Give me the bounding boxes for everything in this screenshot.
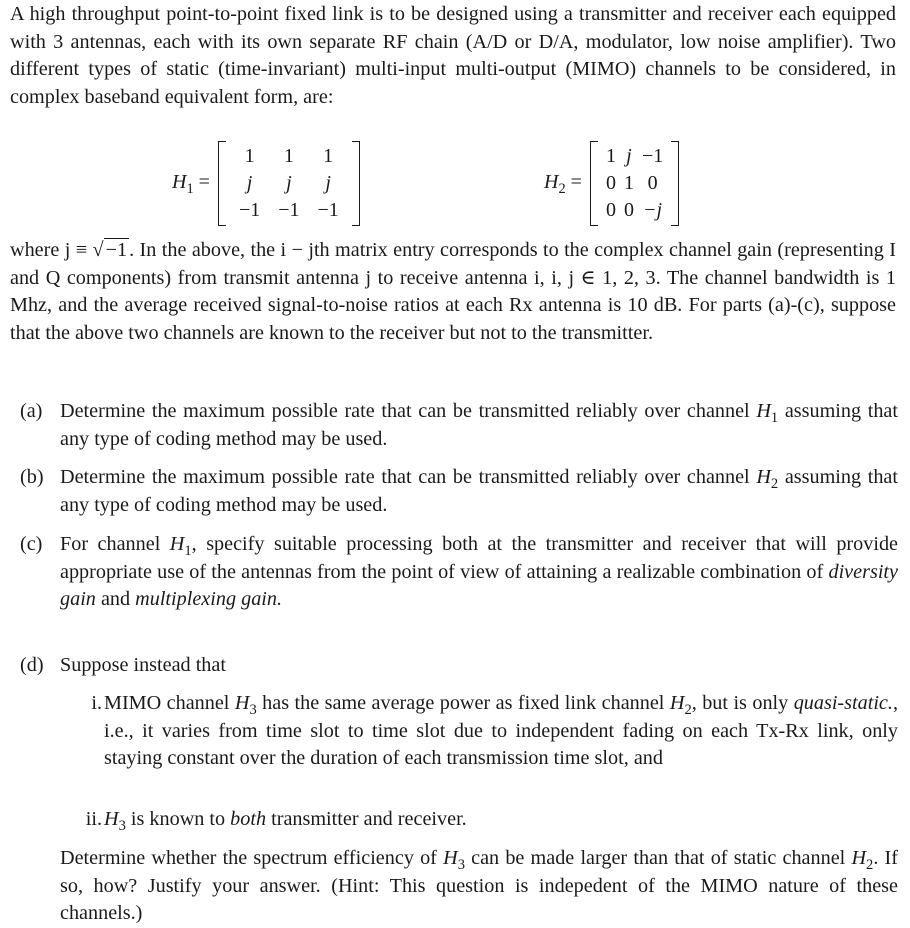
matrix-cell: j bbox=[325, 171, 331, 194]
part-c-text: For channel $H_1$, specify suitable processing both at the transmitter and receiver that will provide appropriate use of the antennas from the point of view of attaining a realizable combination of diversity gain and multiplexing gain. bbox=[60, 533, 898, 611]
right-bracket bbox=[671, 141, 679, 226]
matrix-cell: j bbox=[246, 171, 253, 194]
sqrt-sign: √ bbox=[92, 239, 104, 261]
matrix-h2 bbox=[544, 140, 679, 226]
matrix-h2-grid bbox=[602, 143, 667, 224]
sqrt-argument: −1 bbox=[105, 239, 128, 261]
matrix-h2-label: $H_2$ = bbox=[544, 171, 582, 197]
matrix-cell: 1 bbox=[323, 144, 334, 167]
part-b bbox=[20, 464, 898, 519]
part-d-item-ii-text: $H_3$ is known to both transmitter and receiver. bbox=[104, 808, 467, 834]
matrix-h1 bbox=[172, 140, 360, 226]
intro-paragraph: A high throughput point-to-point fixed link is to be designed using a transmitter and receiver each equipped with 3 antennas, each with its own separate RF chain (A/D or D/A, modulator, low noise amplifier). Two different types of static (time-invariant) multi-input multi-output (MIMO) channels to be considered, in complex baseband equivalent form, are: bbox=[10, 3, 896, 108]
part-d bbox=[20, 652, 898, 680]
part-d-item-i bbox=[72, 690, 898, 773]
part-a-label: (a) bbox=[20, 400, 43, 422]
matrix-h1-label: $H_1$ = bbox=[172, 171, 210, 197]
matrix-cell: 1 bbox=[623, 171, 634, 194]
part-a bbox=[20, 398, 898, 453]
part-d-item-ii bbox=[72, 806, 898, 834]
where-paragraph: where j ≡ √−1. In the above, the i − jth matrix entry corresponds to the complex channel gain (representing I and Q components) from transmit antenna j to receive antenna i, i, j ∈ 1, 2, 3. The channel bandwidth is 1 Mhz, and the average received signal-to-noise ratios at each Rx antenna is 10 dB. For parts (a)-(c), suppose that the above two channels are known to the receiver but not to the transmitter. bbox=[10, 239, 896, 344]
part-d-item-i-label: i. bbox=[91, 692, 102, 714]
right-bracket bbox=[352, 141, 360, 226]
matrix-cell: j bbox=[286, 171, 292, 194]
part-b-label: (b) bbox=[20, 466, 44, 488]
matrix-cell: 1 bbox=[605, 144, 616, 167]
matrix-cell: 0 bbox=[605, 198, 616, 221]
matrix-cell: 1 bbox=[283, 144, 294, 167]
matrix-cell: 0 bbox=[605, 171, 616, 194]
matrix-cell: −1 bbox=[238, 198, 261, 221]
matrix-h2-body bbox=[590, 141, 679, 226]
part-c bbox=[20, 531, 898, 614]
matrix-cell: 0 bbox=[647, 171, 658, 194]
part-d-item-ii-label: ii. bbox=[85, 808, 102, 830]
matrix-definitions bbox=[0, 140, 910, 226]
matrix-cell: j bbox=[626, 144, 632, 167]
matrix-cell: −j bbox=[643, 198, 663, 221]
left-bracket bbox=[218, 141, 226, 226]
part-d-intro: Suppose instead that bbox=[60, 654, 226, 676]
part-d-label: (d) bbox=[20, 654, 44, 676]
matrix-cell: −1 bbox=[641, 144, 664, 167]
matrix-cell: −1 bbox=[278, 198, 300, 221]
matrix-h1-grid bbox=[230, 143, 348, 224]
part-a-text: Determine the maximum possible rate that can be transmitted reliably over channel $H_1$ assuming that any type of coding method may be used. bbox=[60, 400, 898, 450]
matrix-cell: 1 bbox=[244, 144, 255, 167]
left-bracket bbox=[590, 141, 598, 226]
matrix-cell: 0 bbox=[623, 198, 634, 221]
part-d-question: Determine whether the spectrum efficiency of $H_3$ can be made larger than that of static channel $H_2$. If so, how? Justify your answer. (Hint: This question is indepedent of the MIMO nature of these channels.) bbox=[60, 847, 898, 925]
part-c-label: (c) bbox=[20, 533, 43, 555]
part-b-text: Determine the maximum possible rate that can be transmitted reliably over channel $H_2$ assuming that any type of coding method may be used. bbox=[60, 466, 898, 516]
part-d-item-i-text: MIMO channel $H_3$ has the same average power as fixed link channel $H_2$, but is only quasi-static., i.e., it varies from time slot to time slot due to independent fading on each Tx-Rx link, only staying constant over the duration of each transmission time slot, and bbox=[104, 692, 898, 770]
matrix-h1-body bbox=[218, 141, 360, 226]
matrix-cell: −1 bbox=[317, 198, 339, 221]
